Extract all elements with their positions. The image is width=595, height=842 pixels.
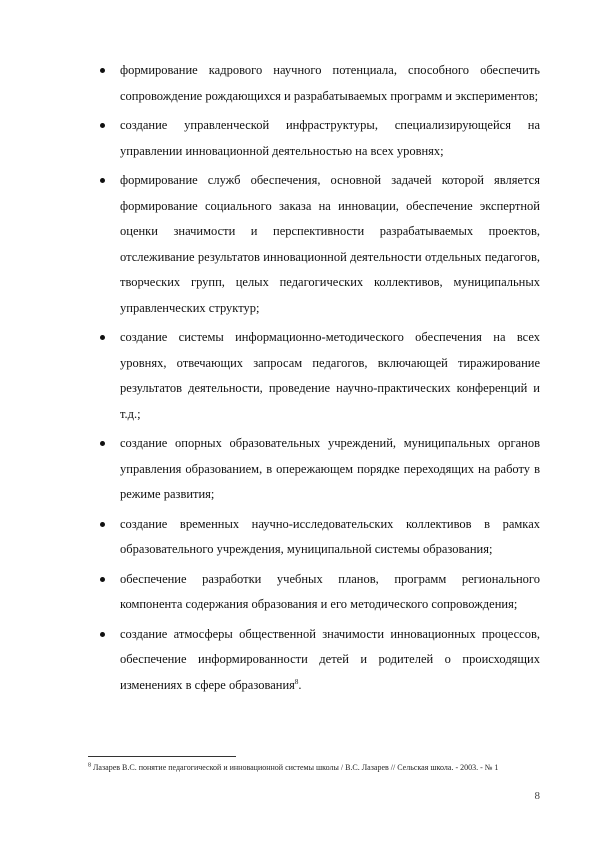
bullet-icon <box>100 178 105 183</box>
list-item-text: формирование кадрового научного потенциала, способного обеспечить сопровождение рождающихся и разрабатываемых программ и экспериментов; <box>120 63 540 103</box>
bullet-list <box>98 58 540 702</box>
footnote-text: Лазарев В.С. понятие педагогической и инновационной системы школы / В.С. Лазарев // Сельская школа. - 2003. - № 1 <box>93 763 499 772</box>
list-item <box>98 512 540 563</box>
list-item <box>98 567 540 618</box>
bullet-icon <box>100 68 105 73</box>
footnote-mark: 8 <box>88 762 91 769</box>
page-number: 8 <box>534 790 540 802</box>
list-item-text: обеспечение разработки учебных планов, программ регионального компонента содержания образования и его методического сопровождения; <box>120 571 540 611</box>
list-item-text: создание управленческой инфраструктуры, специализирующейся на управлении инновационной деятельностью на всех уровнях; <box>120 118 540 158</box>
list-item-text: создание временных научно-исследовательских коллективов в рамках образовательного учреждения, муниципальной системы образования; <box>120 516 540 556</box>
list-item <box>98 58 540 109</box>
list-item-text: создание атмосферы общественной значимости инновационных процессов, обеспечение информированности детей и родителей о происходящих изменениях в сфере образования <box>120 626 540 692</box>
list-item-tail: . <box>298 677 302 692</box>
bullet-icon <box>100 632 105 637</box>
footnote <box>88 761 540 775</box>
bullet-icon <box>100 335 105 340</box>
list-item <box>98 431 540 508</box>
list-item <box>98 325 540 427</box>
list-item-text: создание системы информационно-методического обеспечения на всех уровнях, отвечающих запросам педагогов, включающей тиражирование результатов деятельности, проведение научно-практических конференций и т.д.; <box>120 330 540 421</box>
list-item-text: формирование служб обеспечения, основной задачей которой является формирование социального заказа на инновации, обеспечение экспертной оценки значимости и перспективности разрабатываемых проектов, отслеживание результатов инновационной деятельности отдельных педагогов, творческих групп, целых педагогических коллективов, муниципальных управленческих структур; <box>120 173 540 315</box>
bullet-icon <box>100 123 105 128</box>
footnote-reference[interactable]: 8 <box>294 677 299 686</box>
list-item <box>98 168 540 321</box>
bullet-icon <box>100 441 105 446</box>
list-item <box>98 113 540 164</box>
list-item-text: создание опорных образовательных учреждений, муниципальных органов управления образованием, в опережающем порядке переходящих на работу в режиме развития; <box>120 436 540 501</box>
bullet-icon <box>100 522 105 527</box>
list-item <box>98 622 540 699</box>
bullet-icon <box>100 577 105 582</box>
footnote-divider <box>88 756 236 757</box>
